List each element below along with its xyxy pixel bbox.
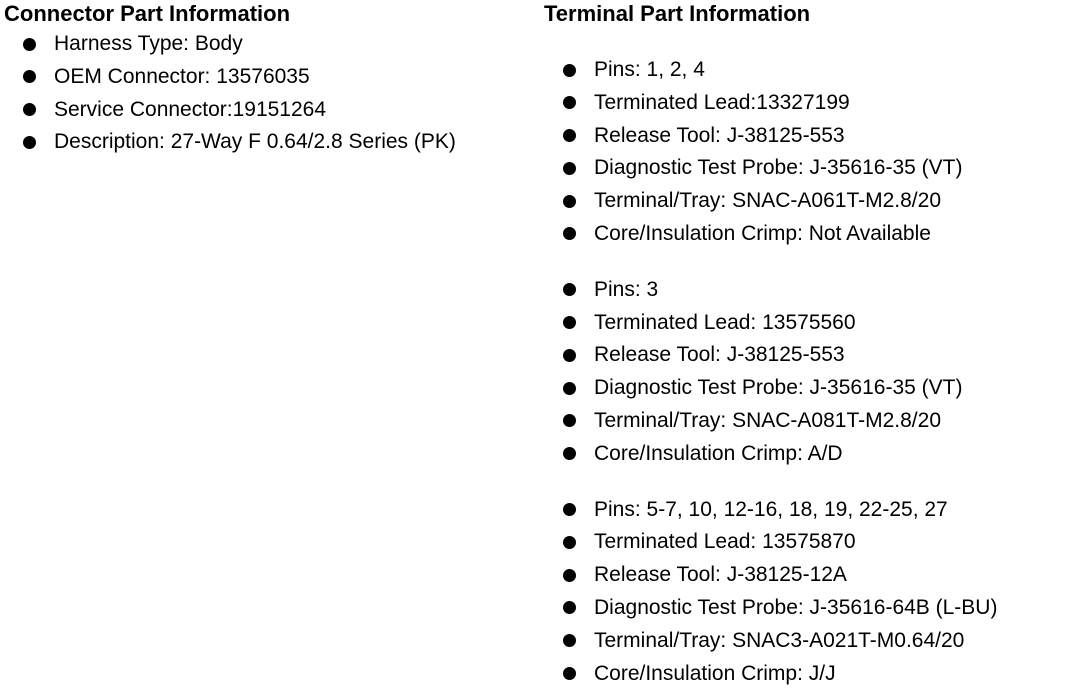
list-item-text: Harness Type: Body — [54, 32, 243, 55]
terminal-group-1 — [544, 54, 1084, 251]
bullet-icon — [563, 414, 576, 427]
list-item — [544, 339, 1084, 372]
list-item-text: Diagnostic Test Probe: J-35616-35 (VT) — [594, 156, 963, 180]
list-item-text: Terminal/Tray: SNAC3-A021T-M0.64/20 — [594, 628, 965, 652]
list-item — [4, 28, 534, 61]
bullet-icon — [563, 162, 576, 175]
bullet-icon — [563, 569, 576, 582]
list-item — [544, 87, 1084, 120]
bullet-icon — [23, 38, 36, 51]
terminal-section — [544, 0, 1084, 690]
list-item — [544, 405, 1084, 438]
list-item — [544, 274, 1084, 307]
list-item — [4, 94, 534, 127]
list-item-text: Pins: 3 — [594, 277, 659, 301]
list-item-text: Release Tool: J-38125-12A — [594, 563, 847, 587]
list-item-text: Terminated Lead: 13575560 — [594, 310, 856, 334]
list-item-text: Pins: 5-7, 10, 12-16, 18, 19, 22-25, 27 — [594, 497, 948, 521]
list-item-text: OEM Connector: 13576035 — [54, 64, 310, 88]
list-item-text: Core/Insulation Crimp: Not Available — [594, 221, 931, 245]
list-item-text: Terminal/Tray: SNAC-A061T-M2.8/20 — [594, 189, 942, 213]
list-item — [4, 61, 534, 94]
list-item — [4, 126, 534, 159]
list-item — [544, 120, 1084, 153]
list-item-text: Core/Insulation Crimp: A/D — [594, 441, 843, 465]
list-item — [544, 185, 1084, 218]
connector-section — [4, 0, 534, 159]
list-item — [544, 592, 1084, 625]
list-item — [544, 307, 1084, 340]
bullet-icon — [563, 447, 576, 460]
list-item — [544, 559, 1084, 592]
list-item-text: Terminal/Tray: SNAC-A081T-M2.8/20 — [594, 408, 942, 432]
list-item — [544, 658, 1084, 690]
connector-list — [4, 28, 534, 159]
list-item-text: Core/Insulation Crimp: J/J — [594, 661, 836, 685]
terminal-heading: Terminal Part Information — [544, 1, 811, 26]
connector-heading: Connector Part Information — [4, 1, 291, 26]
list-item-text: Terminated Lead:13327199 — [594, 90, 850, 114]
list-item-text: Terminated Lead: 13575870 — [594, 530, 856, 554]
bullet-icon — [563, 536, 576, 549]
bullet-icon — [563, 503, 576, 516]
bullet-icon — [563, 316, 576, 329]
list-item-text: Service Connector:19151264 — [54, 97, 327, 121]
bullet-icon — [563, 349, 576, 362]
bullet-icon — [563, 283, 576, 296]
list-item — [544, 526, 1084, 559]
list-item-text: Release Tool: J-38125-553 — [594, 123, 845, 147]
bullet-icon — [23, 70, 36, 83]
list-item — [544, 372, 1084, 405]
terminal-group-2 — [544, 274, 1084, 471]
terminal-group-3 — [544, 494, 1084, 690]
bullet-icon — [563, 195, 576, 208]
bullet-icon — [563, 601, 576, 614]
bullet-icon — [563, 667, 576, 680]
bullet-icon — [563, 129, 576, 142]
bullet-icon — [563, 634, 576, 647]
bullet-icon — [563, 382, 576, 395]
list-item — [544, 625, 1084, 658]
bullet-icon — [563, 96, 576, 109]
bullet-icon — [563, 64, 576, 77]
list-item-text: Release Tool: J-38125-553 — [594, 343, 845, 367]
list-item — [544, 54, 1084, 87]
list-item — [544, 494, 1084, 527]
list-item-text: Diagnostic Test Probe: J-35616-35 (VT) — [594, 376, 963, 400]
bullet-icon — [23, 103, 36, 116]
terminal-groups — [544, 54, 1084, 690]
bullet-icon — [563, 227, 576, 240]
bullet-icon — [23, 136, 36, 149]
list-item — [544, 218, 1084, 251]
list-item-text: Diagnostic Test Probe: J-35616-64B (L-BU) — [594, 595, 998, 619]
list-item — [544, 438, 1084, 471]
list-item-text: Description: 27-Way F 0.64/2.8 Series (PK) — [54, 130, 456, 154]
list-item — [544, 152, 1084, 185]
list-item-text: Pins: 1, 2, 4 — [594, 58, 705, 81]
